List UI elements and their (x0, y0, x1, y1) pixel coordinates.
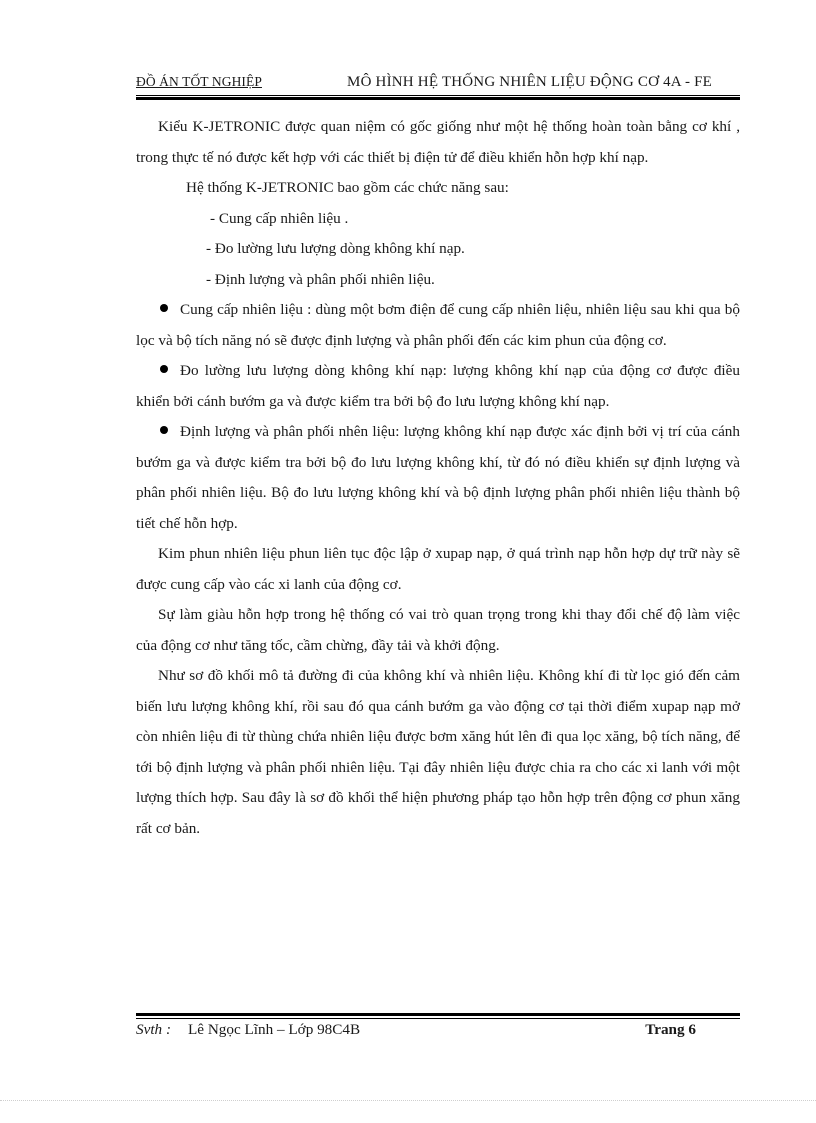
bullet-text: Định lượng và phân phối nhên liệu: lượng không khí nạp được xác định bởi vị trí của cánh bướm ga và được kiểm tra bởi bộ đo lưu lượng không khí, từ đó nó điều khiển sự định lượng và phân phối nhiên liệu. Bộ đo lưu lượng không khí và bộ định lượng phân phối nhiên liệu thành bộ tiết chế hỗn hợp. (136, 423, 740, 532)
page-body (136, 112, 740, 844)
page-number: Trang 6 (645, 1021, 696, 1038)
header-rule-thin (136, 95, 740, 96)
paragraph-block-diagram: Như sơ đồ khối mô tả đường đi của không khí và nhiên liệu. Không khí đi từ lọc gió đến cảm biến lưu lượng không khí, rồi sau đó qua cánh bướm ga vào động cơ tại thời điểm xupap nạp mở còn nhiên liệu đi từ thùng chứa nhiên liệu được bơm xăng hút lên đi qua lọc xăng, bộ tích năng, để tới bộ định lượng và phân phối nhiên liệu. Tại đây nhiên liệu được chia ra cho các xi lanh với một lượng thích hợp. Sau đây là sơ đồ khối thể hiện phương pháp tạo hỗn hợp trên động cơ phun xăng rất cơ bản. (136, 667, 740, 837)
footer-rule-thin (136, 1018, 740, 1019)
list-item: - Đo lường lưu lượng dòng không khí nạp. (206, 240, 465, 257)
bullet-icon (160, 304, 168, 312)
paragraph-intro: Kiểu K-JETRONIC được quan niệm có gốc giống như một hệ thống hoàn toàn bằng cơ khí , trong thực tế nó được kết hợp với các thiết bị điện tử để điều khiển hỗn hợp khí nạp. (136, 118, 740, 166)
paragraph-functions-heading: Hệ thống K-JETRONIC bao gồm các chức năng sau: (186, 179, 509, 196)
page-footer (136, 1021, 740, 1043)
paragraph-enrichment: Sự làm giàu hỗn hợp trong hệ thống có vai trò quan trọng trong khi thay đổi chế độ làm việc của động cơ như tăng tốc, cầm chừng, đầy tải và khởi động. (136, 606, 740, 654)
footer-svth-label: Svth : (136, 1021, 172, 1038)
list-item: - Cung cấp nhiên liệu . (210, 209, 349, 227)
page-bottom-border (0, 1100, 816, 1102)
bullet-icon (160, 426, 168, 434)
bullet-text: Cung cấp nhiên liệu : dùng một bơm điện để cung cấp nhiên liệu, nhiên liệu sau khi qua bộ lọc và bộ tích năng nó sẽ được định lượng và phân phối đến các kim phun của động cơ. (136, 301, 740, 349)
list-item: - Định lượng và phân phối nhiên liệu. (206, 270, 435, 288)
bullet-text: Đo lường lưu lượng dòng không khí nạp: lượng không khí nạp của động cơ được điều khiển bởi cánh bướm ga và được kiểm tra bởi bộ đo lưu lượng không khí nạp. (136, 362, 740, 410)
header-rule-thick (136, 97, 740, 100)
footer-author: Lê Ngọc Lĩnh – Lớp 98C4B (188, 1021, 361, 1038)
bullet-icon (160, 365, 168, 373)
bullet-paragraph-fuel-supply (136, 295, 740, 356)
bullet-paragraph-airflow (136, 356, 740, 417)
header-thesis-label: ĐỒ ÁN TỐT NGHIỆP (136, 74, 262, 89)
footer-rule-thick (136, 1013, 740, 1016)
paragraph-injector: Kim phun nhiên liệu phun liên tục độc lập ở xupap nạp, ở quá trình nạp hỗn hợp dự trữ này sẽ được cung cấp vào các xi lanh của động cơ. (136, 545, 740, 593)
bullet-paragraph-metering (136, 417, 740, 539)
header-title: MÔ HÌNH HỆ THỐNG NHIÊN LIỆU ĐỘNG CƠ 4A - FE (347, 74, 712, 90)
page-header (136, 72, 740, 96)
